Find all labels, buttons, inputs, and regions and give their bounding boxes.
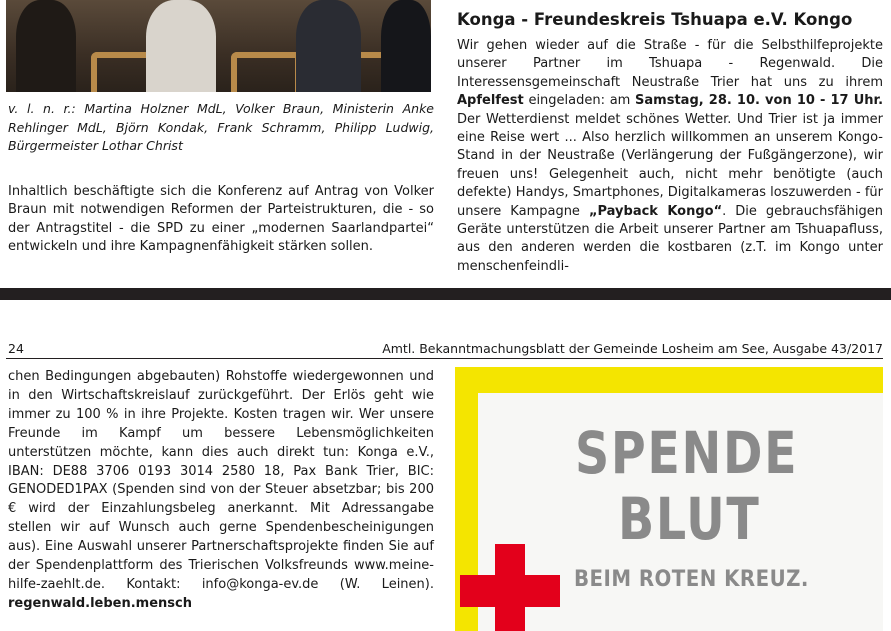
header-rule (6, 358, 883, 359)
article-paragraph: Inhaltlich beschäftigte sich die Konferenz auf Antrag von Volker Braun mit notwendigen Reformen der Parteistrukturen, die - so der Antragstitel - die SPD zu einer „modernen Saarlandpartei“ entwickeln und ihre Kampagnenfähigkeit stärken sollen. (8, 184, 434, 255)
ad-subline: BEIM ROTEN KREUZ. (574, 567, 809, 592)
text-run: chen Bedingungen abgebauten) Rohstoffe wiedergewonnen und in den Wirtschaftskreislauf zurückgeführt. Der Erlös geht wie immer zu 100 % in ihre Projekte. Kosten tragen wir. Wer unsere Freunde im Kampf um bessere Lebensmöglichkeiten unterstützen möchte, kann dies auch direkt tun: Konga e.V., IBAN: DE88 3706 0193 3014 2580 18, Pax Bank Trier, BIC: GENODED1PAX (Spenden sind von der Steuer absetzbar; bis 200 € wird der Einzahlungsbeleg anerkannt. Mit Adressangabe stellen wir auf Wunsch auch gerne Spendenbescheinigungen aus). Eine Auswahl unserer Partnerschaftsprojekte finden Sie auf der Spendenplattform des Trierischen Volksfreunds www.meine-hilfe-zaehlt.de. Kontakt: info@konga-ev.de (W. Leinen). (8, 369, 434, 592)
chair-shape (231, 52, 301, 92)
ad-headline-2: BLUT (618, 485, 761, 553)
article-continuation (8, 368, 434, 614)
person-silhouette (381, 0, 431, 92)
ad-headline-1: SPENDE (575, 419, 799, 487)
text-run: . Die gebrauchsfähigen Geräte unterstützen die Arbeit unserer Partner am Tshuapafluss, aus den anderen werden die kostbaren (z.T. im Kongo unter menschenfeindli- (457, 203, 883, 274)
page-number: 24 (8, 341, 24, 356)
emphasis-campaign: „Payback Kongo“ (588, 203, 723, 219)
text-run: Wir gehen wieder auf die Straße - für die Selbsthilfeprojekte unserer Partner im Tshuapa - Regenwald. Die Interessensgemeinschaft Neustraße Trier hat uns zu ihrem (457, 38, 883, 90)
red-cross-icon (460, 575, 560, 607)
event-photo (6, 0, 431, 92)
page-divider (0, 288, 891, 300)
emphasis-apfelfest: Apfelfest (457, 93, 524, 109)
closing-slogan: regenwald.leben.mensch (8, 595, 192, 611)
photo-caption: v. l. n. r.: Martina Holzner MdL, Volker Braun, Ministerin Anke Rehlinger MdL, Björn Kondak, Frank Schramm, Philipp Ludwig, Bürgermeister Lothar Christ (8, 101, 434, 154)
text-run: eingeladen: am (523, 93, 636, 109)
article-title: Konga - Freundeskreis Tshuapa e.V. Kongo (457, 10, 853, 29)
person-silhouette (16, 0, 76, 92)
text-run: Der Wetterdienst meldet schönes Wetter. Und Trier ist ja immer eine Reise wert ... Also herzlich willkommen an unserem Kongo-Stand in der Neustraße (Verlängerung der Fußgängerzone), wir freuen uns! Gelegenheit auch, nicht mehr benötigte (auch defekte) Handys, Smartphones, Digitalkameras loszuwerden - für unsere Kampagne (457, 111, 883, 219)
blood-donation-ad (455, 367, 883, 631)
person-silhouette (146, 0, 216, 92)
person-silhouette (296, 0, 361, 92)
running-head: Amtl. Bekanntmachungsblatt der Gemeinde Losheim am See, Ausgabe 43/2017 (382, 341, 883, 356)
emphasis-date: Samstag, 28. 10. von 10 - 17 Uhr. (635, 93, 884, 109)
konga-article-body (457, 37, 883, 276)
